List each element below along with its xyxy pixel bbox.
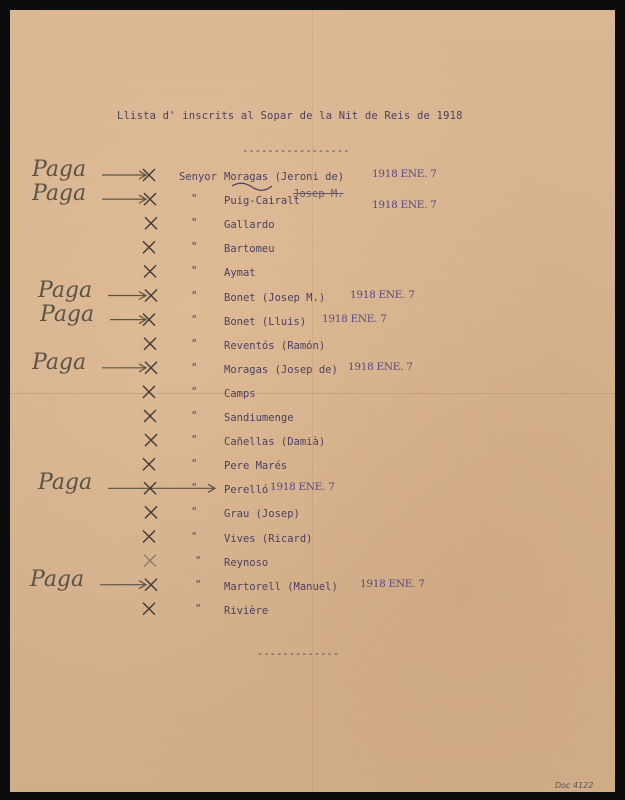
pencil-x-mark [145,434,157,446]
strike-scribble [232,183,272,190]
ditto-mark: " [191,193,198,206]
archive-note: Doc 4122 [555,781,594,790]
ditto-mark: " [191,217,198,230]
entry-name: Sandiumenge [224,412,294,424]
paga-annotation: Paga [32,157,87,182]
pencil-x-mark [144,193,156,205]
paga-annotation: Paga [38,470,93,496]
paga-annotation: Paga [32,349,87,375]
ditto-mark: " [191,361,198,374]
ditto-mark: " [191,434,198,447]
pencil-x-mark [143,169,155,181]
pencil-x-mark [145,290,157,302]
entry-name: Vives (Ricard) [224,532,313,545]
ditto-mark: " [195,578,202,591]
struck-text: Josep M. [293,188,344,201]
pencil-x-mark [143,603,155,615]
fold-line-vertical [312,10,313,792]
ditto-mark: " [191,410,198,422]
date-stamp: 1918 ENE. 7 [322,312,387,325]
date-stamp: 1918 ENE. 7 [372,199,437,212]
ditto-mark: " [191,385,198,398]
separator-top: ----------------- [242,145,350,157]
ditto-mark: " [191,289,198,302]
ditto-mark: " [191,482,198,495]
entry-name: Camps [224,387,256,400]
pencil-x-mark [145,217,157,229]
pencil-x-mark [145,506,157,518]
entry-name: Pere Marés [224,460,288,473]
entry-name: Moragas (Josep de) [224,363,338,376]
pencil-arrowhead [139,292,146,300]
document-sheet [10,10,615,792]
date-stamp: 1918 ENE. 7 [372,168,437,180]
pencil-x-mark [144,482,156,494]
separator-bottom: ------------- [257,648,340,660]
entry-name: Bonet (Lluis) [224,315,307,328]
entry-name: Reynoso [224,556,269,569]
paga-annotation: Paga [32,181,87,207]
pencil-arrowhead [139,364,146,372]
pencil-x-mark [143,458,155,470]
entry-name: Grau (Josep) [224,508,300,521]
pencil-x-mark [143,241,155,253]
ditto-mark: " [191,506,198,519]
entry-name: Rivière [224,604,269,617]
pencil-x-mark [145,362,157,374]
entry-name: Martorell (Manuel) [224,580,338,593]
pencil-x-mark [143,386,155,398]
pencil-x-mark [145,579,157,591]
document-title: Llista d' inscrits al Sopar de la Nit de Reis de 1918 [117,110,463,122]
ditto-mark: " [191,313,198,326]
pencil-x-mark [144,338,156,350]
date-stamp: 1918 ENE. 7 [348,360,413,373]
pencil-arrowhead [139,581,146,589]
entry-name: Bonet (Josep M.) [224,291,326,304]
ditto-mark: " [191,458,198,471]
pencil-arrowhead [139,171,146,179]
entry-name: Cañellas (Damià) [224,436,326,449]
entry-name: Puig-Cairalt [224,195,300,208]
entry-name: Gallardo [224,219,275,232]
paga-annotation: Paga [38,277,93,303]
pencil-x-mark [143,531,155,543]
ditto-mark: " [195,602,202,615]
pencil-arrowhead [208,484,215,492]
pencil-x-mark [143,314,155,326]
entry-name: Bartomeu [224,243,275,256]
ditto-mark: " [191,337,198,350]
entry-name: Perelló [224,484,269,497]
date-stamp: 1918 ENE. 7 [360,577,425,590]
ditto-mark: " [191,241,198,254]
paga-annotation: Paga [30,566,85,592]
salutation: Senyor [179,171,217,183]
date-stamp: 1918 ENE. 7 [270,481,335,494]
pencil-x-mark [144,410,156,422]
entry-name: Reventós (Ramón) [224,339,326,352]
ditto-mark: " [191,265,198,278]
pencil-x-mark [144,265,156,277]
ditto-mark: " [195,554,202,567]
ditto-mark: " [191,530,198,543]
paga-annotation: Paga [40,301,95,327]
pencil-arrowhead [139,195,146,203]
entry-name: Aymat [224,267,256,280]
pencil-x-mark [144,555,156,567]
date-stamp: 1918 ENE. 7 [350,288,415,301]
entry-name: Moragas (Jeroni de) [224,171,345,183]
pencil-arrowhead [139,316,146,324]
